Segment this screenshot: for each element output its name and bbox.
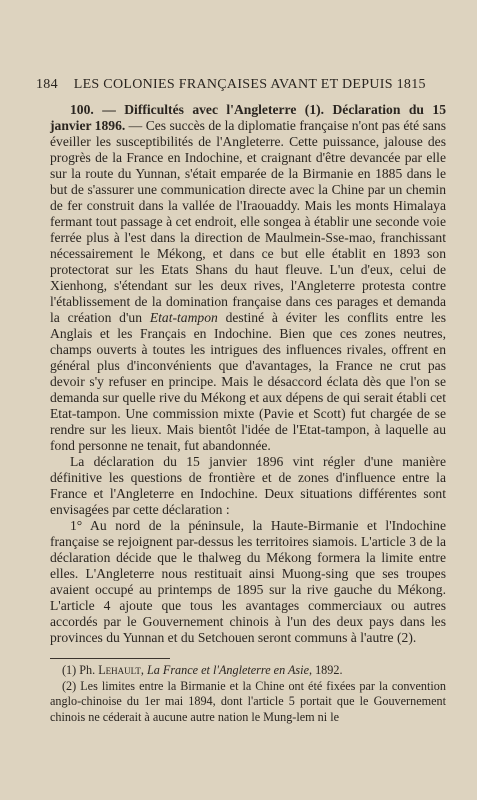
main-text xyxy=(50,102,446,646)
page-number: 184 xyxy=(36,77,58,92)
paragraph-1-italic: Etat-tampon xyxy=(149,310,218,325)
footnote-1-year: , 1892. xyxy=(308,663,343,677)
footnote-1-num: (1) Ph. xyxy=(62,663,99,677)
paragraph-2: La déclaration du 15 janvier 1896 vint régler d'une manière définitive les questions de frontière et de zones d'influence entre la France et l'Angleterre en Indochine. Deux situations différentes sont envisagées par cette déclaration : xyxy=(50,454,446,517)
paragraph-1-text-b: destiné à éviter les conflits entre les Anglais et les Français en Indochine. Bien que ces zones neutres, champs ouverts à toutes les intrigues des influences rivales, offrent en général plus d'inconvénients que d'avantages, la France ne crut pas devoir s'y refuser en principe. Mais le désaccord éclata dès que l'on se demanda sur quelle rive du Mékong et aux dépens de qui serait établi cet Etat-tampon. Une commission mixte (Pavie et Scott) fut chargée de se rendre sur les lieux. Mais bientôt l'idée de l'Etat-tampon, à laquelle au fond personne ne tenait, fut abandonnée. xyxy=(50,310,447,453)
footnote-1-sep: , xyxy=(140,663,147,677)
footnote-divider xyxy=(50,658,170,659)
footnote-1 xyxy=(50,663,446,679)
paragraph-3: 1° Au nord de la péninsule, la Haute-Birmanie et l'Indochine française se rejoignent par-dessus les territoires siamois. L'article 3 de la déclaration décide que le thalweg du Mékong formera la limite entre elles. L'Angleterre nous restituait ainsi Muong-sing que ses troupes avaient occupé au printemps de 1895 sur la rive gauche du Mékong. L'article 4 ajoute que tous les avantages commerciaux ou autres accordés par le Gouvernement chinois à l'un des deux pays dans les provinces du Yunnan et du Setchouen seront communs à l'autre (2). xyxy=(50,518,446,645)
paragraph-1: 100. — Difficultés avec l'Angleterre (1). Déclaration du 15 janvier 1896. — Ces succès de la diplomatie française n'ont pas été sans éveiller les susceptibilités de l'Angleterre. Cette puissance, jalouse des progrès de la France en Indochine, et craignant d'être devancée par elle sur la route du Yunnan, s'était emparée de la Birmanie en 1885 dans le but de s'assurer une communication directe avec la Chine par un chemin de fer construit dans la vallée de l'Iraouaddy. Mais les monts Himalaya fermant tout passage à cet endroit, elle songea à établir une seconde voie ferrée plus à l'est dans la direction de Maulmein-Sse-mao, franchissant nécessairement le Mékong, et dans ce but elle établit en 1893 son protectorat sur les Etats Shans du haut fleuve. L'un d'eux, celui de Xienhong, s'étendant sur les deux rives, l'Angleterre protesta contre l'établissement de la domination française dans ces parages et demanda la création d'un Etat-tampon destiné à éviter les conflits entre les Anglais et les Français en Indochine. Bien que ces zones neutres, champs ouverts à toutes les intrigues des influences rivales, offrent en général plus d'inconvénients que d'avantages, la France ne crut pas devoir s'y refuser en principe. Mais le désaccord éclata dès que l'on se demanda sur quelle rive du Mékong et aux dépens de qui serait établi cet Etat-tampon. Une commission mixte (Pavie et Scott) fut chargée de se rendre sur les lieux. Mais bientôt l'idée de l'Etat-tampon, à laquelle au fond personne ne tenait, fut abandonnée. xyxy=(50,102,447,453)
running-head-title: LES COLONIES FRANÇAISES AVANT ET DEPUIS 1815 xyxy=(73,77,426,92)
paragraph-1-text-a: Ces succès de la diplomatie française n'ont pas été sans éveiller les susceptibilités de l'Angleterre. Cette puissance, jalouse des progrès de la France en Indochine, et craignant d'être devancée par elle sur la route du Yunnan, s'était emparée de la Birmanie en 1885 dans le but de s'assurer une communication directe avec la Chine par un chemin de fer construit dans la vallée de l'Iraouaddy. Mais les monts Himalaya fermant tout passage à cet endroit, elle songea à établir une seconde voie ferrée plus à l'est dans la direction de Maulmein-Sse-mao, franchissant nécessairement le Mékong, et dans ce but elle établit en 1893 son protectorat sur les Etats Shans du haut fleuve. L'un d'eux, celui de Xienhong, s'étendant sur les deux rives, l'Angleterre protesta contre l'établissement de la domination française dans ces parages et demanda la création d'un xyxy=(50,118,447,325)
footnotes xyxy=(50,663,446,725)
footnote-1-author: Lehault xyxy=(98,663,141,677)
section-heading: 100. — Difficultés avec l'Angleterre (1). Déclaration du 15 janvier 1896. xyxy=(50,102,446,133)
footnote-2: (2) Les limites entre la Birmanie et la Chine ont été fixées par la convention anglo-chinoise du 1er mai 1894, dont l'article 5 portait que le Gouvernement chinois ne céderait à aucune autre nation le Mung-lem ni le xyxy=(50,678,446,724)
running-head xyxy=(36,77,456,93)
footnote-1-title: La France et l'Angleterre en Asie xyxy=(146,663,309,677)
